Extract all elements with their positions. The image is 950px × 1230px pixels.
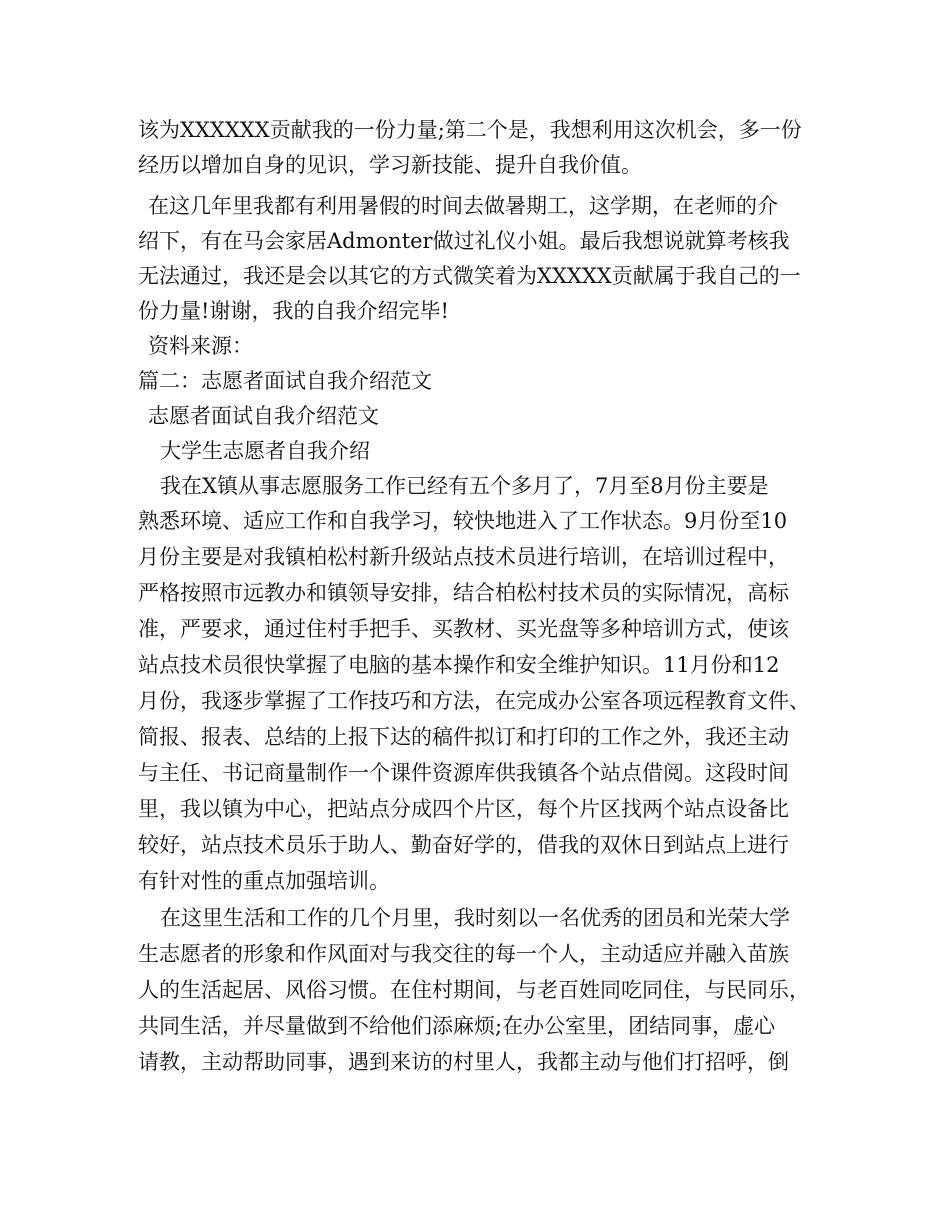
text-line: 生志愿者的形象和作风面对与我交往的每一个人，主动适应并融入苗族 bbox=[138, 942, 789, 966]
text-line: 较好，站点技术员乐于助人、勤奋好学的，借我的双休日到站点上进行 bbox=[138, 833, 789, 857]
text-line: 简报、报表、总结的上报下达的稿件拟订和打印的工作之外，我还主动 bbox=[138, 725, 789, 749]
text-line: 站点技术员很快掌握了电脑的基本操作和安全维护知识。11月份和12 bbox=[138, 653, 780, 677]
text-line: 里，我以镇为中心，把站点分成四个片区，每个片区找两个站点设备比 bbox=[138, 797, 789, 821]
text-line: 熟悉环境、适应工作和自我学习，较快地进入了工作状态。9月份至10 bbox=[138, 509, 788, 533]
text-line: 请教，主动帮助同事，遇到来访的村里人，我都主动与他们打招呼，倒 bbox=[138, 1050, 789, 1074]
text-line: 该为XXXXXX贡献我的一份力量;第二个是，我想利用这次机会，多一份 bbox=[138, 118, 802, 142]
text-line: 我在X镇从事志愿服务工作已经有五个多月了，7月至8月份主要是 bbox=[160, 474, 769, 498]
text-line: 有针对性的重点加强培训。 bbox=[138, 869, 390, 893]
article-title: 志愿者面试自我介绍范文 bbox=[148, 404, 379, 428]
text-line: 人的生活起居、风俗习惯。在住村期间，与老百姓同吃同住，与民同乐， bbox=[138, 978, 810, 1002]
text-line: 月份主要是对我镇柏松村新升级站点技术员进行培训，在培训过程中， bbox=[138, 545, 789, 569]
source-label: 资料来源： bbox=[148, 334, 253, 358]
text-line: 严格按照市远教办和镇领导安排，结合柏松村技术员的实际情况，高标 bbox=[138, 581, 789, 605]
text-line: 在这几年里我都有利用暑假的时间去做暑期工，这学期，在老师的介 bbox=[148, 194, 778, 218]
text-line: 绍下，有在马会家居Admonter做过礼仪小姐。最后我想说就算考核我 bbox=[138, 229, 790, 253]
text-line: 在这里生活和工作的几个月里，我时刻以一名优秀的团员和光荣大学 bbox=[160, 906, 790, 930]
text-line: 共同生活，并尽量做到不给他们添麻烦;在办公室里，团结同事，虚心 bbox=[138, 1014, 776, 1038]
text-line: 月份，我逐步掌握了工作技巧和方法，在完成办公室各项远程教育文件、 bbox=[138, 689, 810, 713]
article-subtitle: 大学生志愿者自我介绍 bbox=[160, 439, 370, 463]
text-line: 经历以增加自身的见识，学习新技能、提升自我价值。 bbox=[138, 153, 642, 177]
text-line: 份力量!谢谢，我的自我介绍完毕! bbox=[138, 299, 449, 323]
text-line: 无法通过，我还是会以其它的方式微笑着为XXXXX贡献属于我自己的一 bbox=[138, 264, 801, 288]
section-heading: 篇二：志愿者面试自我介绍范文 bbox=[138, 369, 432, 393]
text-line: 与主任、书记商量制作一个课件资源库供我镇各个站点借阅。这段时间 bbox=[138, 761, 789, 785]
text-line: 准，严要求，通过住村手把手、买教材、买光盘等多种培训方式，使该 bbox=[138, 617, 789, 641]
